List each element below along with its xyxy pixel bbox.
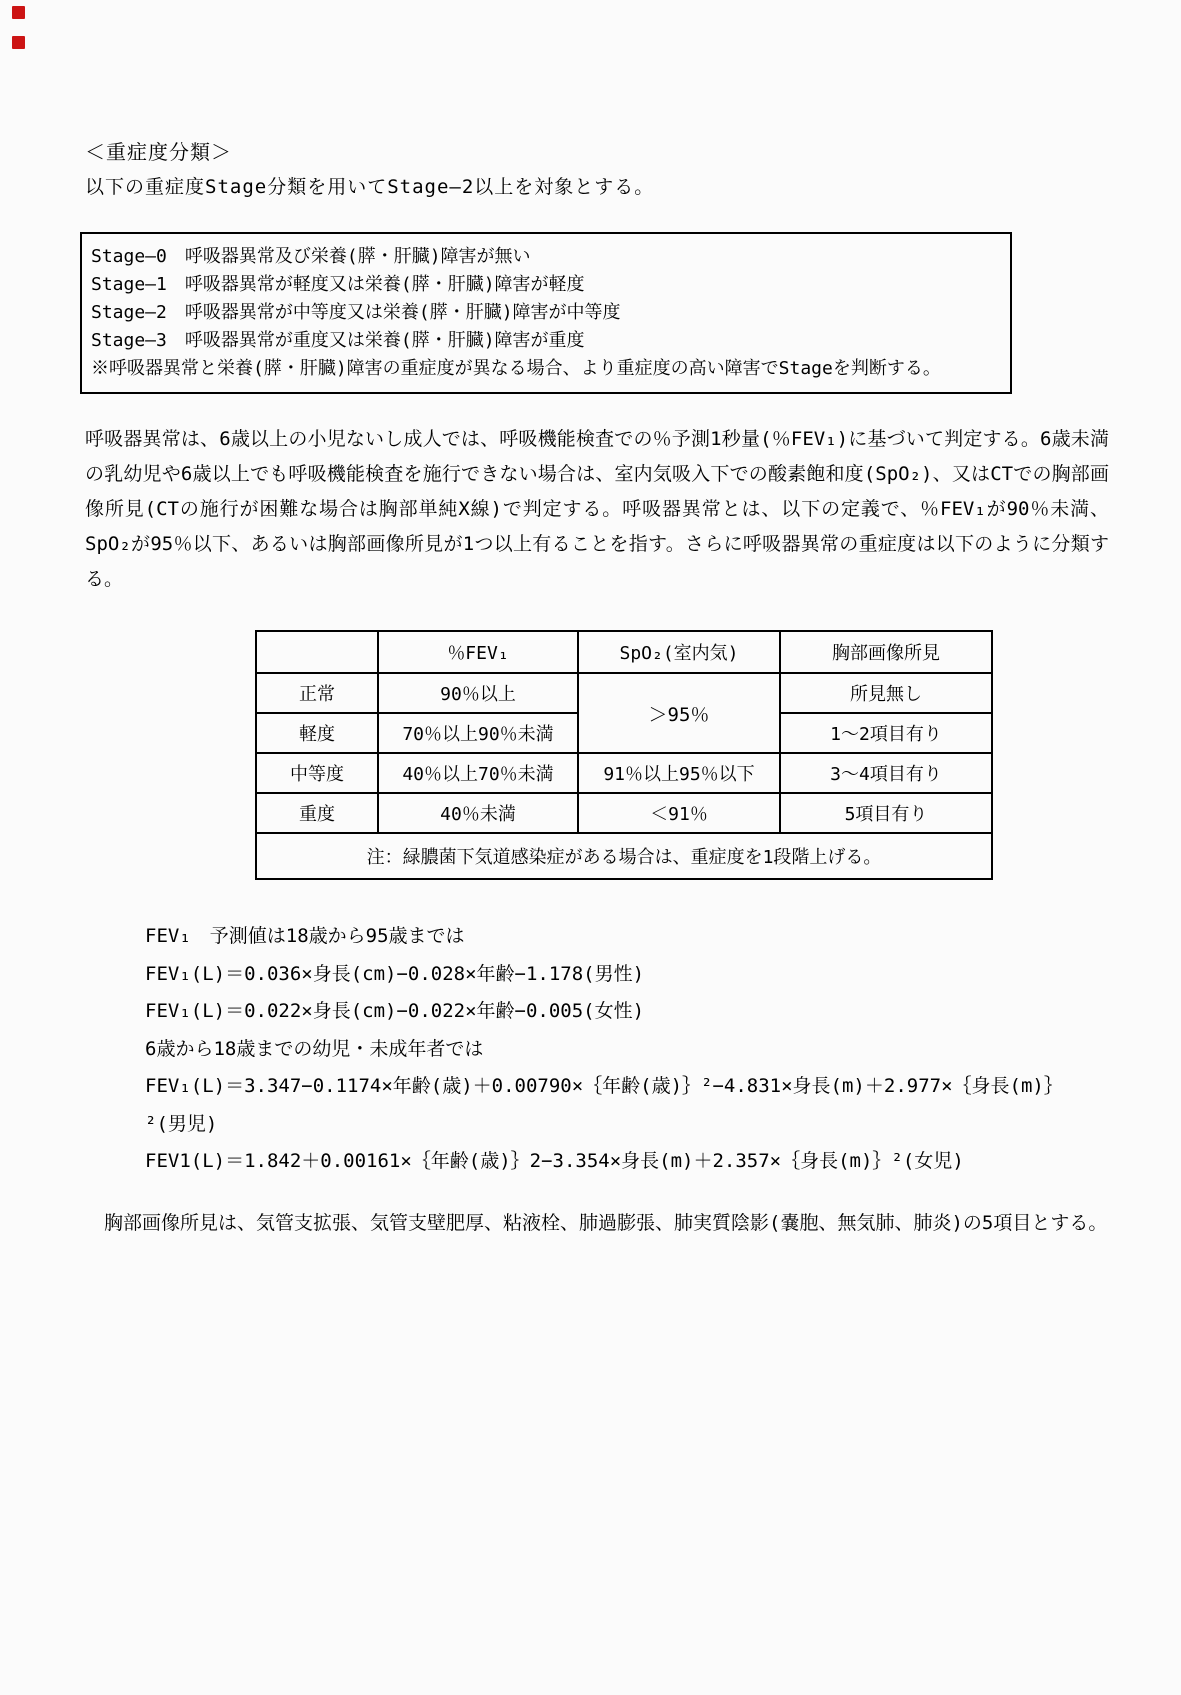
fev-formula-section <box>145 918 1087 1181</box>
cell-fev1-mild: 70％以上90％未満 <box>378 713 578 753</box>
row-label-mild: 軽度 <box>256 713 378 753</box>
table-note: 注：緑膿菌下気道感染症がある場合は、重症度を1段階上げる。 <box>256 833 992 879</box>
row-label-moderate: 中等度 <box>256 753 378 793</box>
severity-table-header-row <box>256 631 992 673</box>
cell-imaging-mild: 1〜2項目有り <box>780 713 992 753</box>
cell-fev1-normal: 90％以上 <box>378 673 578 713</box>
table-row-normal <box>256 673 992 713</box>
table-note-row <box>256 833 992 879</box>
stage-note-line: ※呼吸器異常と栄養(膵・肝臓)障害の重症度が異なる場合、より重症度の高い障害でStageを判断する。 <box>91 358 941 379</box>
row-label-normal: 正常 <box>256 673 378 713</box>
cell-imaging-severe: 5項目有り <box>780 793 992 833</box>
intro-text: 以下の重症度Stage分類を用いてStage—2以上を対象とする。 <box>85 176 655 198</box>
page-title: ＜重症度分類＞ <box>85 140 232 164</box>
fev-formula-adult-male: FEV₁(L)＝0.036×身長(cm)−0.028×年齢−1.178(男性) <box>145 962 645 985</box>
fev-formula-girl: FEV1(L)＝1.842＋0.00161×｛年齢(歳)｝2−3.354×身長(m)＋2.357×｛身長(m)｝²(女児) <box>145 1150 964 1172</box>
stage-0-line: Stage—0 呼吸器異常及び栄養(膵・肝臓)障害が無い <box>91 246 531 267</box>
severity-table <box>255 630 993 880</box>
table-row-severe <box>256 793 992 833</box>
row-label-severe: 重度 <box>256 793 378 833</box>
table-row-moderate <box>256 753 992 793</box>
fev-formula-boy: FEV₁(L)＝3.347−0.1174×年齢(歳)＋0.00790×｛年齢(歳)｝²−4.831×身長(m)＋2.977×｛身長(m)｝²(男児) <box>145 1075 1063 1135</box>
cell-fev1-moderate: 40％以上70％未満 <box>378 753 578 793</box>
stage-2-line: Stage—2 呼吸器異常が中等度又は栄養(膵・肝臓)障害が中等度 <box>91 302 621 323</box>
respiratory-definition-paragraph: 呼吸器異常は、6歳以上の小児ないし成人では、呼吸機能検査での％予測1秒量(％FEV₁)に基づいて判定する。6歳未満の乳幼児や6歳以上でも呼吸機能検査を施行できない場合は、室内気吸入下での酸素飽和度(SpO₂)、又はCTでの胸部画像所見(CTの施行が困難な場合は胸部単純X線)で判定する。呼吸器異常とは、以下の定義で、％FEV₁が90％未満、SpO₂が95％以下、あるいは胸部画像所見が1つ以上有ることを指す。さらに呼吸器異常の重症度は以下のように分類する。 <box>85 428 1109 590</box>
fev-formula-adult-female: FEV₁(L)＝0.022×身長(cm)−0.022×年齢−0.005(女性) <box>145 1000 645 1022</box>
table-header-fev1: ％FEV₁ <box>378 631 578 673</box>
stage-3-line: Stage—3 呼吸器異常が重度又は栄養(膵・肝臓)障害が重度 <box>91 330 585 351</box>
fev-minor-range-line: 6歳から18歳までの幼児・未成年者では <box>145 1037 484 1060</box>
cell-spo2-severe: ＜91％ <box>578 793 780 833</box>
fev-predicted-range-line: FEV₁ 予測値は18歳から95歳までは <box>145 925 465 947</box>
stage-classification-box <box>80 232 1012 394</box>
table-header-imaging: 胸部画像所見 <box>780 631 992 673</box>
cell-fev1-severe: 40％未満 <box>378 793 578 833</box>
imaging-findings-paragraph: 胸部画像所見は、気管支拡張、気管支壁肥厚、粘液栓、肺過膨張、肺実質陰影(嚢胞、無気肺、肺炎)の5項目とする。 <box>85 1212 1108 1234</box>
red-artifact-mark-2 <box>12 36 25 49</box>
cell-imaging-moderate: 3〜4項目有り <box>780 753 992 793</box>
cell-imaging-normal: 所見無し <box>780 673 992 713</box>
cell-spo2-moderate: 91％以上95％以下 <box>578 753 780 793</box>
red-artifact-mark-1 <box>12 6 25 19</box>
table-header-empty <box>256 631 378 673</box>
table-header-spo2: SpO₂(室内気) <box>578 631 780 673</box>
stage-1-line: Stage—1 呼吸器異常が軽度又は栄養(膵・肝臓)障害が軽度 <box>91 274 585 295</box>
cell-spo2-normal-mild: ＞95％ <box>578 673 780 753</box>
